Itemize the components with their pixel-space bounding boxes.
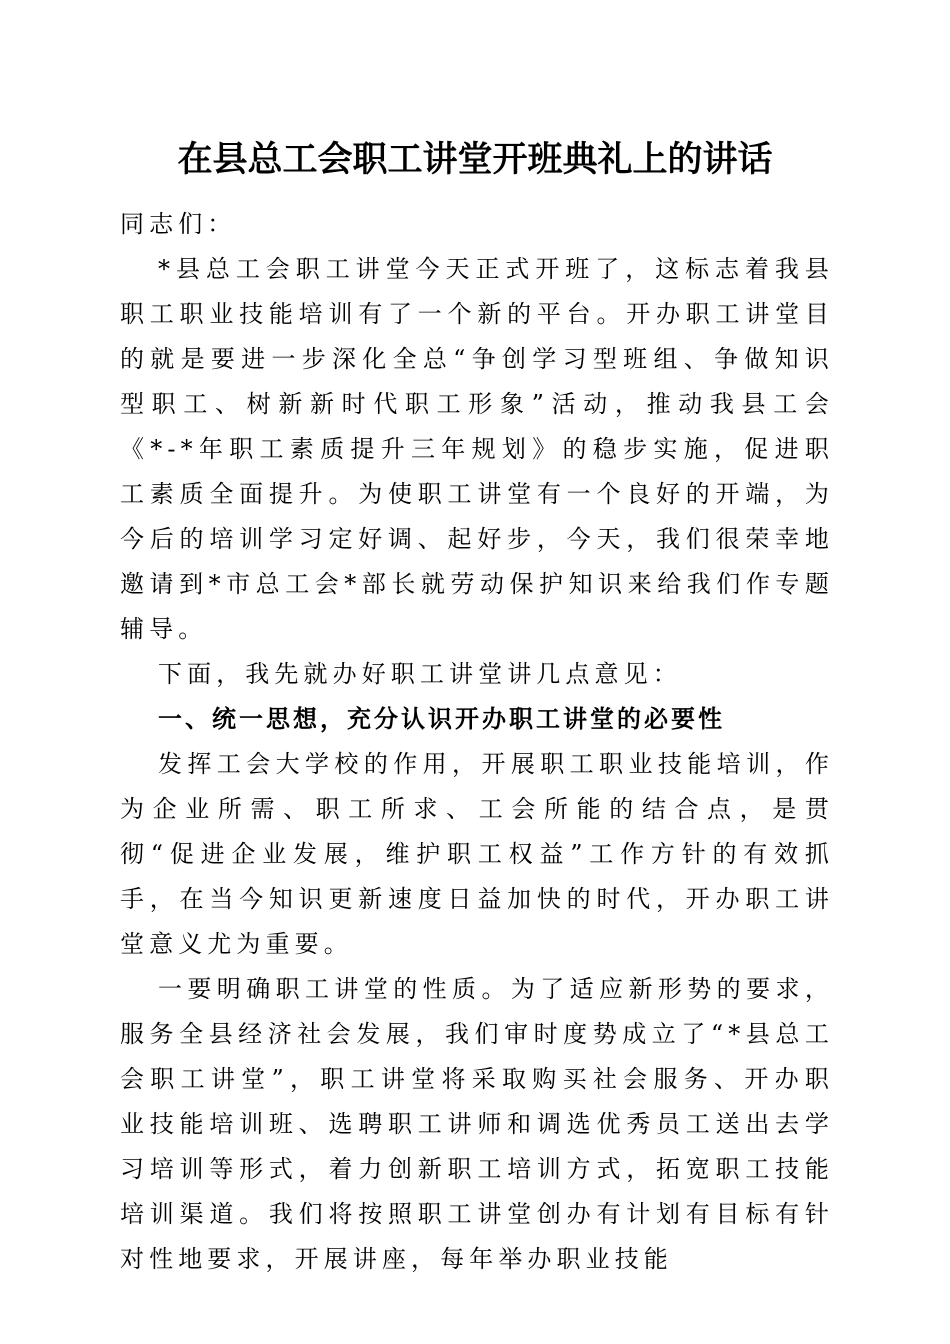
document-body (120, 202, 834, 1282)
paragraph-transition: 下面，我先就办好职工讲堂讲几点意见： (158, 660, 682, 688)
section-heading: 一、统一思想，充分认识开办职工讲堂的必要性 (158, 705, 725, 733)
salutation: 同志们： (120, 210, 237, 238)
paragraph-intro: *县总工会职工讲堂今天正式开班了，这标志着我县职工职业技能培训有了一个新的平台。开办职工讲堂目的就是要进一步深化全总“争创学习型班组、争做知识型职工、树新新时代职工形象”活动，推动我县工会《*-*年职工素质提升三年规划》的稳步实施，促进职工素质全面提升。为使职工讲堂有一个良好的开端，为今后的培训学习定好调、起好步，今天，我们很荣幸地邀请到*市总工会*部长就劳动保护知识来给我们作专题辅导。 (120, 255, 834, 643)
document-title: 在县总工会职工讲堂开班典礼上的讲话 (177, 139, 773, 180)
section-paragraph: 一要明确职工讲堂的性质。为了适应新形势的要求，服务全县经济社会发展，我们审时度势成立了“*县总工会职工讲堂”，职工讲堂将采取购买社会服务、开办职业技能培训班、选聘职工讲师和调选优秀员工送出去学习培训等形式，着力创新职工培训方式，拓宽职工技能培训渠道。我们将按照职工讲堂创办有计划有目标有针对性地要求，开展讲座，每年举办职业技能 (120, 975, 834, 1273)
section-paragraph: 发挥工会大学校的作用，开展职工职业技能培训，作为企业所需、职工所求、工会所能的结合点，是贯彻“促进企业发展，维护职工权益”工作方针的有效抓手，在当今知识更新速度日益加快的时代，开办职工讲堂意义尤为重要。 (120, 750, 834, 958)
